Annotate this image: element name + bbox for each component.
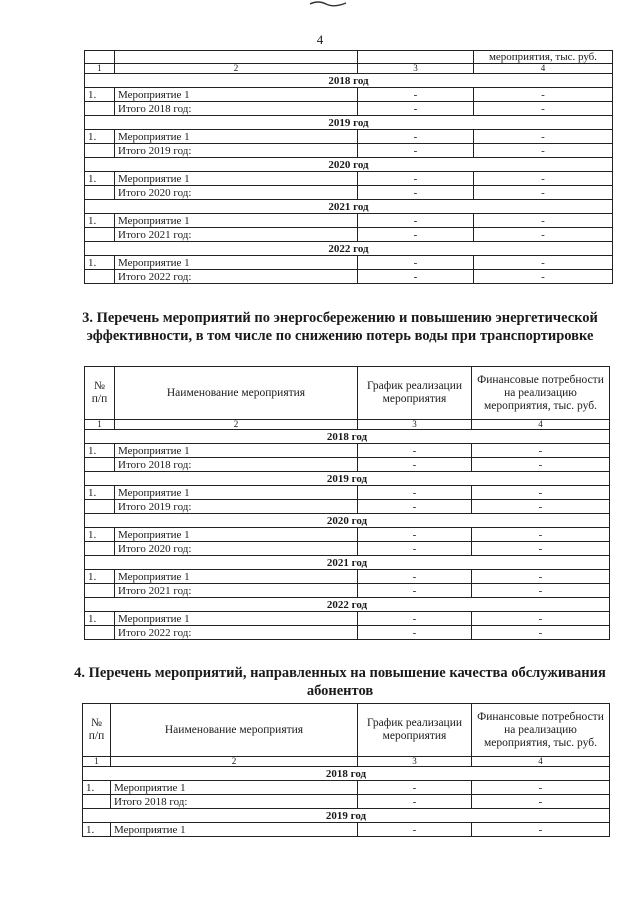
finance-value: - xyxy=(474,256,613,270)
header-name: Наименование мероприятия xyxy=(115,367,358,420)
row-number: 1. xyxy=(85,444,115,458)
schedule-value: - xyxy=(358,130,474,144)
schedule-value: - xyxy=(358,528,472,542)
table-row xyxy=(85,570,610,584)
page-number: 4 xyxy=(316,32,324,47)
total-label: Итого 2020 год: xyxy=(115,186,358,200)
total-row xyxy=(85,228,613,242)
measure-name: Мероприятие 1 xyxy=(115,612,358,626)
total-row xyxy=(85,270,613,284)
measure-name: Мероприятие 1 xyxy=(111,781,358,795)
year-row xyxy=(83,809,610,823)
schedule-value: - xyxy=(358,102,474,116)
row-number: 1. xyxy=(85,214,115,228)
year-label: 2018 год xyxy=(85,74,613,88)
measure-name: Мероприятие 1 xyxy=(115,486,358,500)
total-label: Итого 2022 год: xyxy=(115,270,358,284)
header-schedule: График реализации мероприятия xyxy=(358,367,472,420)
total-label: Итого 2021 год: xyxy=(115,584,358,598)
schedule-value: - xyxy=(358,144,474,158)
finance-value: - xyxy=(474,228,613,242)
col-number: 4 xyxy=(474,64,613,74)
row-number: 1. xyxy=(85,172,115,186)
year-row xyxy=(85,200,613,214)
finance-value: - xyxy=(472,626,610,640)
row-number: 1. xyxy=(85,612,115,626)
total-label: Итого 2021 год: xyxy=(115,228,358,242)
year-row xyxy=(85,472,610,486)
finance-value: - xyxy=(474,102,613,116)
header-num: № п/п xyxy=(85,367,115,420)
col-number: 1 xyxy=(85,420,115,430)
header-schedule: График реализации мероприятия xyxy=(358,704,472,757)
year-label: 2020 год xyxy=(85,514,610,528)
table-row xyxy=(85,486,610,500)
finance-value: - xyxy=(472,823,610,837)
total-label: Итого 2022 год: xyxy=(115,626,358,640)
scan-mark xyxy=(308,0,348,8)
year-label: 2022 год xyxy=(85,242,613,256)
col-number: 2 xyxy=(115,420,358,430)
header-finance: Финансовые потребности на реализацию мероприятия, тыс. руб. xyxy=(472,704,610,757)
col-number: 3 xyxy=(358,420,472,430)
total-row xyxy=(85,102,613,116)
finance-value: - xyxy=(472,584,610,598)
finance-value: - xyxy=(474,214,613,228)
row-number: 1. xyxy=(85,88,115,102)
year-row xyxy=(85,158,613,172)
total-row xyxy=(85,542,610,556)
measure-name: Мероприятие 1 xyxy=(115,130,358,144)
table-row xyxy=(85,88,613,102)
finance-value: - xyxy=(472,486,610,500)
year-row xyxy=(85,116,613,130)
total-row xyxy=(85,144,613,158)
total-label: Итого 2019 год: xyxy=(115,144,358,158)
row-number: 1. xyxy=(83,823,111,837)
row-number: 1. xyxy=(83,781,111,795)
finance-value: - xyxy=(472,458,610,472)
row-number: 1. xyxy=(85,486,115,500)
year-label: 2021 год xyxy=(85,200,613,214)
schedule-value: - xyxy=(358,542,472,556)
section-4-title: 4. Перечень мероприятий, направленных на повышение качества обслуживания абонентов xyxy=(74,665,606,699)
total-label: Итого 2018 год: xyxy=(115,458,358,472)
header-finance: Финансовые потребности на реализацию мероприятия, тыс. руб. xyxy=(472,367,610,420)
finance-value: - xyxy=(472,444,610,458)
table-row xyxy=(83,781,610,795)
schedule-value: - xyxy=(358,186,474,200)
year-label: 2019 год xyxy=(85,116,613,130)
year-label: 2018 год xyxy=(85,430,610,444)
measure-name: Мероприятие 1 xyxy=(111,823,358,837)
table-row xyxy=(85,612,610,626)
finance-value: - xyxy=(472,570,610,584)
col-number: 4 xyxy=(472,757,610,767)
total-label: Итого 2020 год: xyxy=(115,542,358,556)
total-row xyxy=(85,500,610,514)
section-3-title: 3. Перечень мероприятий по энергосбережению и повышению энергетической эффективности, в том числе по снижению потерь воды при транспортировке xyxy=(82,310,598,344)
table-row xyxy=(85,172,613,186)
total-row xyxy=(83,795,610,809)
row-number: 1. xyxy=(85,570,115,584)
schedule-value: - xyxy=(358,570,472,584)
total-row xyxy=(85,186,613,200)
schedule-value: - xyxy=(358,256,474,270)
schedule-value: - xyxy=(358,228,474,242)
measure-name: Мероприятие 1 xyxy=(115,570,358,584)
schedule-value: - xyxy=(358,172,474,186)
total-row xyxy=(85,584,610,598)
measure-name: Мероприятие 1 xyxy=(115,172,358,186)
col-number: 1 xyxy=(83,757,111,767)
finance-value: - xyxy=(472,781,610,795)
year-label: 2022 год xyxy=(85,598,610,612)
year-label: 2020 год xyxy=(85,158,613,172)
year-row xyxy=(85,242,613,256)
schedule-value: - xyxy=(358,823,472,837)
finance-value: - xyxy=(474,186,613,200)
schedule-value: - xyxy=(358,500,472,514)
schedule-value: - xyxy=(358,444,472,458)
col-number: 2 xyxy=(111,757,358,767)
table-row xyxy=(85,528,610,542)
table-section-4 xyxy=(82,703,610,837)
total-row xyxy=(85,458,610,472)
year-row xyxy=(85,74,613,88)
finance-value: - xyxy=(474,172,613,186)
finance-value: - xyxy=(472,500,610,514)
table-continuation xyxy=(84,50,613,284)
row-number: 1. xyxy=(85,256,115,270)
year-row xyxy=(85,556,610,570)
total-label: Итого 2018 год: xyxy=(115,102,358,116)
measure-name: Мероприятие 1 xyxy=(115,256,358,270)
finance-value: - xyxy=(472,528,610,542)
schedule-value: - xyxy=(358,626,472,640)
year-label: 2019 год xyxy=(85,472,610,486)
measure-name: Мероприятие 1 xyxy=(115,444,358,458)
year-label: 2018 год xyxy=(83,767,610,781)
schedule-value: - xyxy=(358,795,472,809)
table-row xyxy=(85,214,613,228)
schedule-value: - xyxy=(358,458,472,472)
year-row xyxy=(83,767,610,781)
table-row xyxy=(85,444,610,458)
finance-value: - xyxy=(474,270,613,284)
total-row xyxy=(85,626,610,640)
schedule-value: - xyxy=(358,270,474,284)
year-row xyxy=(85,430,610,444)
year-label: 2019 год xyxy=(83,809,610,823)
table-section-3 xyxy=(84,366,610,640)
col-number: 4 xyxy=(472,420,610,430)
finance-value: - xyxy=(472,542,610,556)
schedule-value: - xyxy=(358,486,472,500)
table-row xyxy=(85,256,613,270)
total-label: Итого 2019 год: xyxy=(115,500,358,514)
schedule-value: - xyxy=(358,612,472,626)
finance-value: - xyxy=(474,130,613,144)
year-row xyxy=(85,598,610,612)
col-number: 1 xyxy=(85,64,115,74)
col-number: 2 xyxy=(115,64,358,74)
measure-name: Мероприятие 1 xyxy=(115,88,358,102)
year-label: 2021 год xyxy=(85,556,610,570)
finance-value: - xyxy=(474,88,613,102)
total-label: Итого 2018 год: xyxy=(111,795,358,809)
finance-value: - xyxy=(474,144,613,158)
schedule-value: - xyxy=(358,781,472,795)
header-num: № п/п xyxy=(83,704,111,757)
row-number: 1. xyxy=(85,130,115,144)
finance-value: - xyxy=(472,795,610,809)
col-number: 3 xyxy=(358,64,474,74)
schedule-value: - xyxy=(358,214,474,228)
col-number: 3 xyxy=(358,757,472,767)
finance-value: - xyxy=(472,612,610,626)
measure-name: Мероприятие 1 xyxy=(115,214,358,228)
table-row xyxy=(83,823,610,837)
table-row xyxy=(85,130,613,144)
measure-name: Мероприятие 1 xyxy=(115,528,358,542)
schedule-value: - xyxy=(358,584,472,598)
finance-header-tail: мероприятия, тыс. руб. xyxy=(474,51,613,64)
year-row xyxy=(85,514,610,528)
header-name: Наименование мероприятия xyxy=(111,704,358,757)
schedule-value: - xyxy=(358,88,474,102)
row-number: 1. xyxy=(85,528,115,542)
